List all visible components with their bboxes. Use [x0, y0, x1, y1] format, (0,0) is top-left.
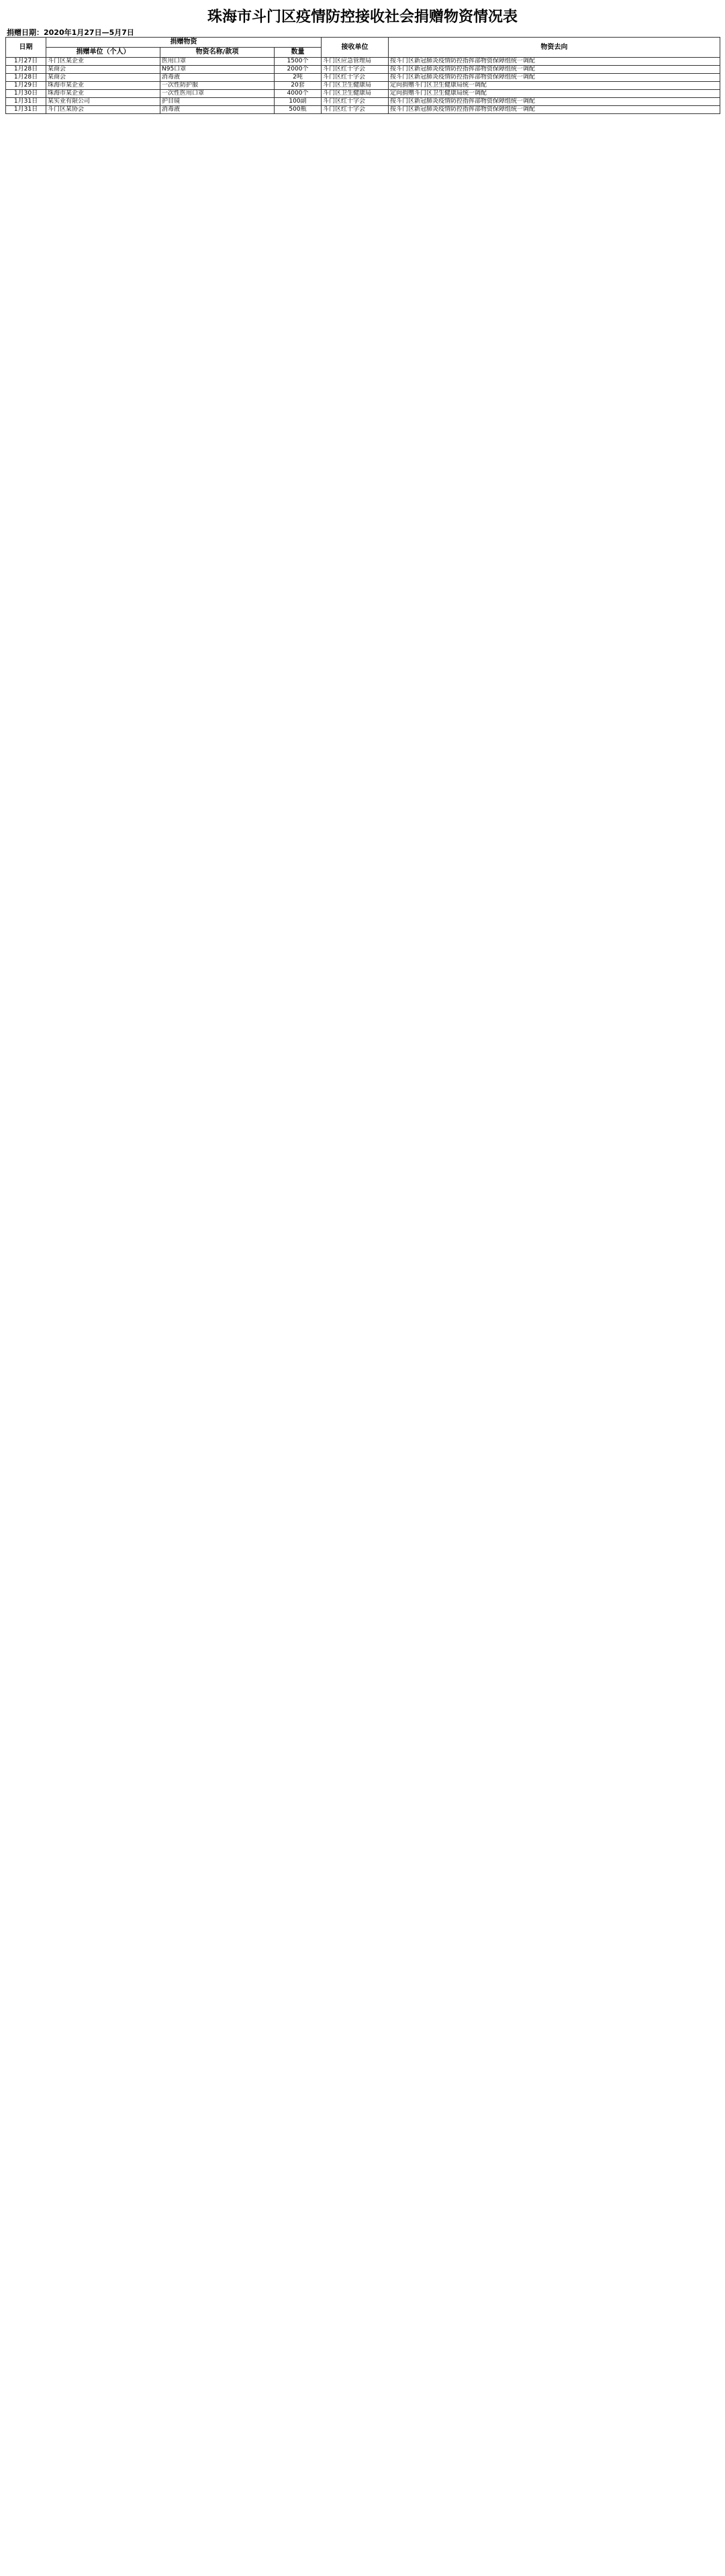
table-row	[6, 106, 720, 114]
cell-item: 消毒液	[160, 106, 275, 114]
cell-qty: 100副	[275, 98, 322, 106]
header-date: 日期	[6, 38, 46, 58]
cell-item: 消毒液	[160, 74, 275, 82]
cell-usage: 按斗门区新冠肺炎疫情防控指挥部物资保障组统一调配	[389, 106, 720, 114]
cell-receiver: 斗门区应急管理局	[322, 58, 389, 66]
cell-donor: 某商会	[46, 74, 160, 82]
cell-donor: 珠海市某企业	[46, 90, 160, 98]
cell-date: 1月28日	[6, 66, 46, 74]
header-donor-group: 捐赠物资	[46, 38, 322, 48]
cell-date: 1月28日	[6, 74, 46, 82]
date-range: 捐赠日期：2020年1月27日—5月7日	[7, 28, 134, 37]
cell-usage: 按斗门区新冠肺炎疫情防控指挥部物资保障组统一调配	[389, 58, 720, 66]
header-usage: 物资去向	[389, 38, 720, 58]
cell-usage: 定向捐赠斗门区卫生健康局统一调配	[389, 90, 720, 98]
cell-receiver: 斗门区卫生健康局	[322, 90, 389, 98]
cell-usage: 按斗门区新冠肺炎疫情防控指挥部物资保障组统一调配	[389, 98, 720, 106]
table-row	[6, 82, 720, 90]
page-title: 珠海市斗门区疫情防控接收社会捐赠物资情况表	[207, 8, 518, 25]
cell-donor: 斗门区某协会	[46, 106, 160, 114]
cell-qty: 2吨	[275, 74, 322, 82]
cell-item: 护目镜	[160, 98, 275, 106]
cell-date: 1月31日	[6, 98, 46, 106]
cell-item: 医用口罩	[160, 58, 275, 66]
cell-usage: 按斗门区新冠肺炎疫情防控指挥部物资保障组统一调配	[389, 74, 720, 82]
cell-item: N95口罩	[160, 66, 275, 74]
cell-donor: 某实业有限公司	[46, 98, 160, 106]
cell-usage: 定向捐赠斗门区卫生健康局统一调配	[389, 82, 720, 90]
cell-item: 一次性医用口罩	[160, 90, 275, 98]
cell-receiver: 斗门区红十字会	[322, 98, 389, 106]
table-row	[6, 66, 720, 74]
cell-qty: 4000个	[275, 90, 322, 98]
cell-item: 一次性防护服	[160, 82, 275, 90]
donation-table	[5, 37, 720, 114]
cell-qty: 1500个	[275, 58, 322, 66]
cell-receiver: 斗门区红十字会	[322, 74, 389, 82]
cell-date: 1月30日	[6, 90, 46, 98]
table-row	[6, 74, 720, 82]
header-item: 物资名称/款项	[160, 48, 275, 58]
cell-donor: 斗门区某企业	[46, 58, 160, 66]
cell-date: 1月31日	[6, 106, 46, 114]
cell-receiver: 斗门区卫生健康局	[322, 82, 389, 90]
table-row	[6, 98, 720, 106]
header-qty: 数量	[275, 48, 322, 58]
cell-donor: 某商会	[46, 66, 160, 74]
cell-donor: 珠海市某企业	[46, 82, 160, 90]
cell-qty: 2000个	[275, 66, 322, 74]
cell-qty: 20套	[275, 82, 322, 90]
cell-receiver: 斗门区红十字会	[322, 66, 389, 74]
header-donor: 捐赠单位（个人）	[46, 48, 160, 58]
cell-qty: 500瓶	[275, 106, 322, 114]
table-row	[6, 90, 720, 98]
table-body	[6, 58, 720, 114]
cell-usage: 按斗门区新冠肺炎疫情防控指挥部物资保障组统一调配	[389, 66, 720, 74]
cell-date: 1月27日	[6, 58, 46, 66]
cell-receiver: 斗门区红十字会	[322, 106, 389, 114]
table-row	[6, 58, 720, 66]
header-receiver: 接收单位	[322, 38, 389, 58]
cell-date: 1月29日	[6, 82, 46, 90]
